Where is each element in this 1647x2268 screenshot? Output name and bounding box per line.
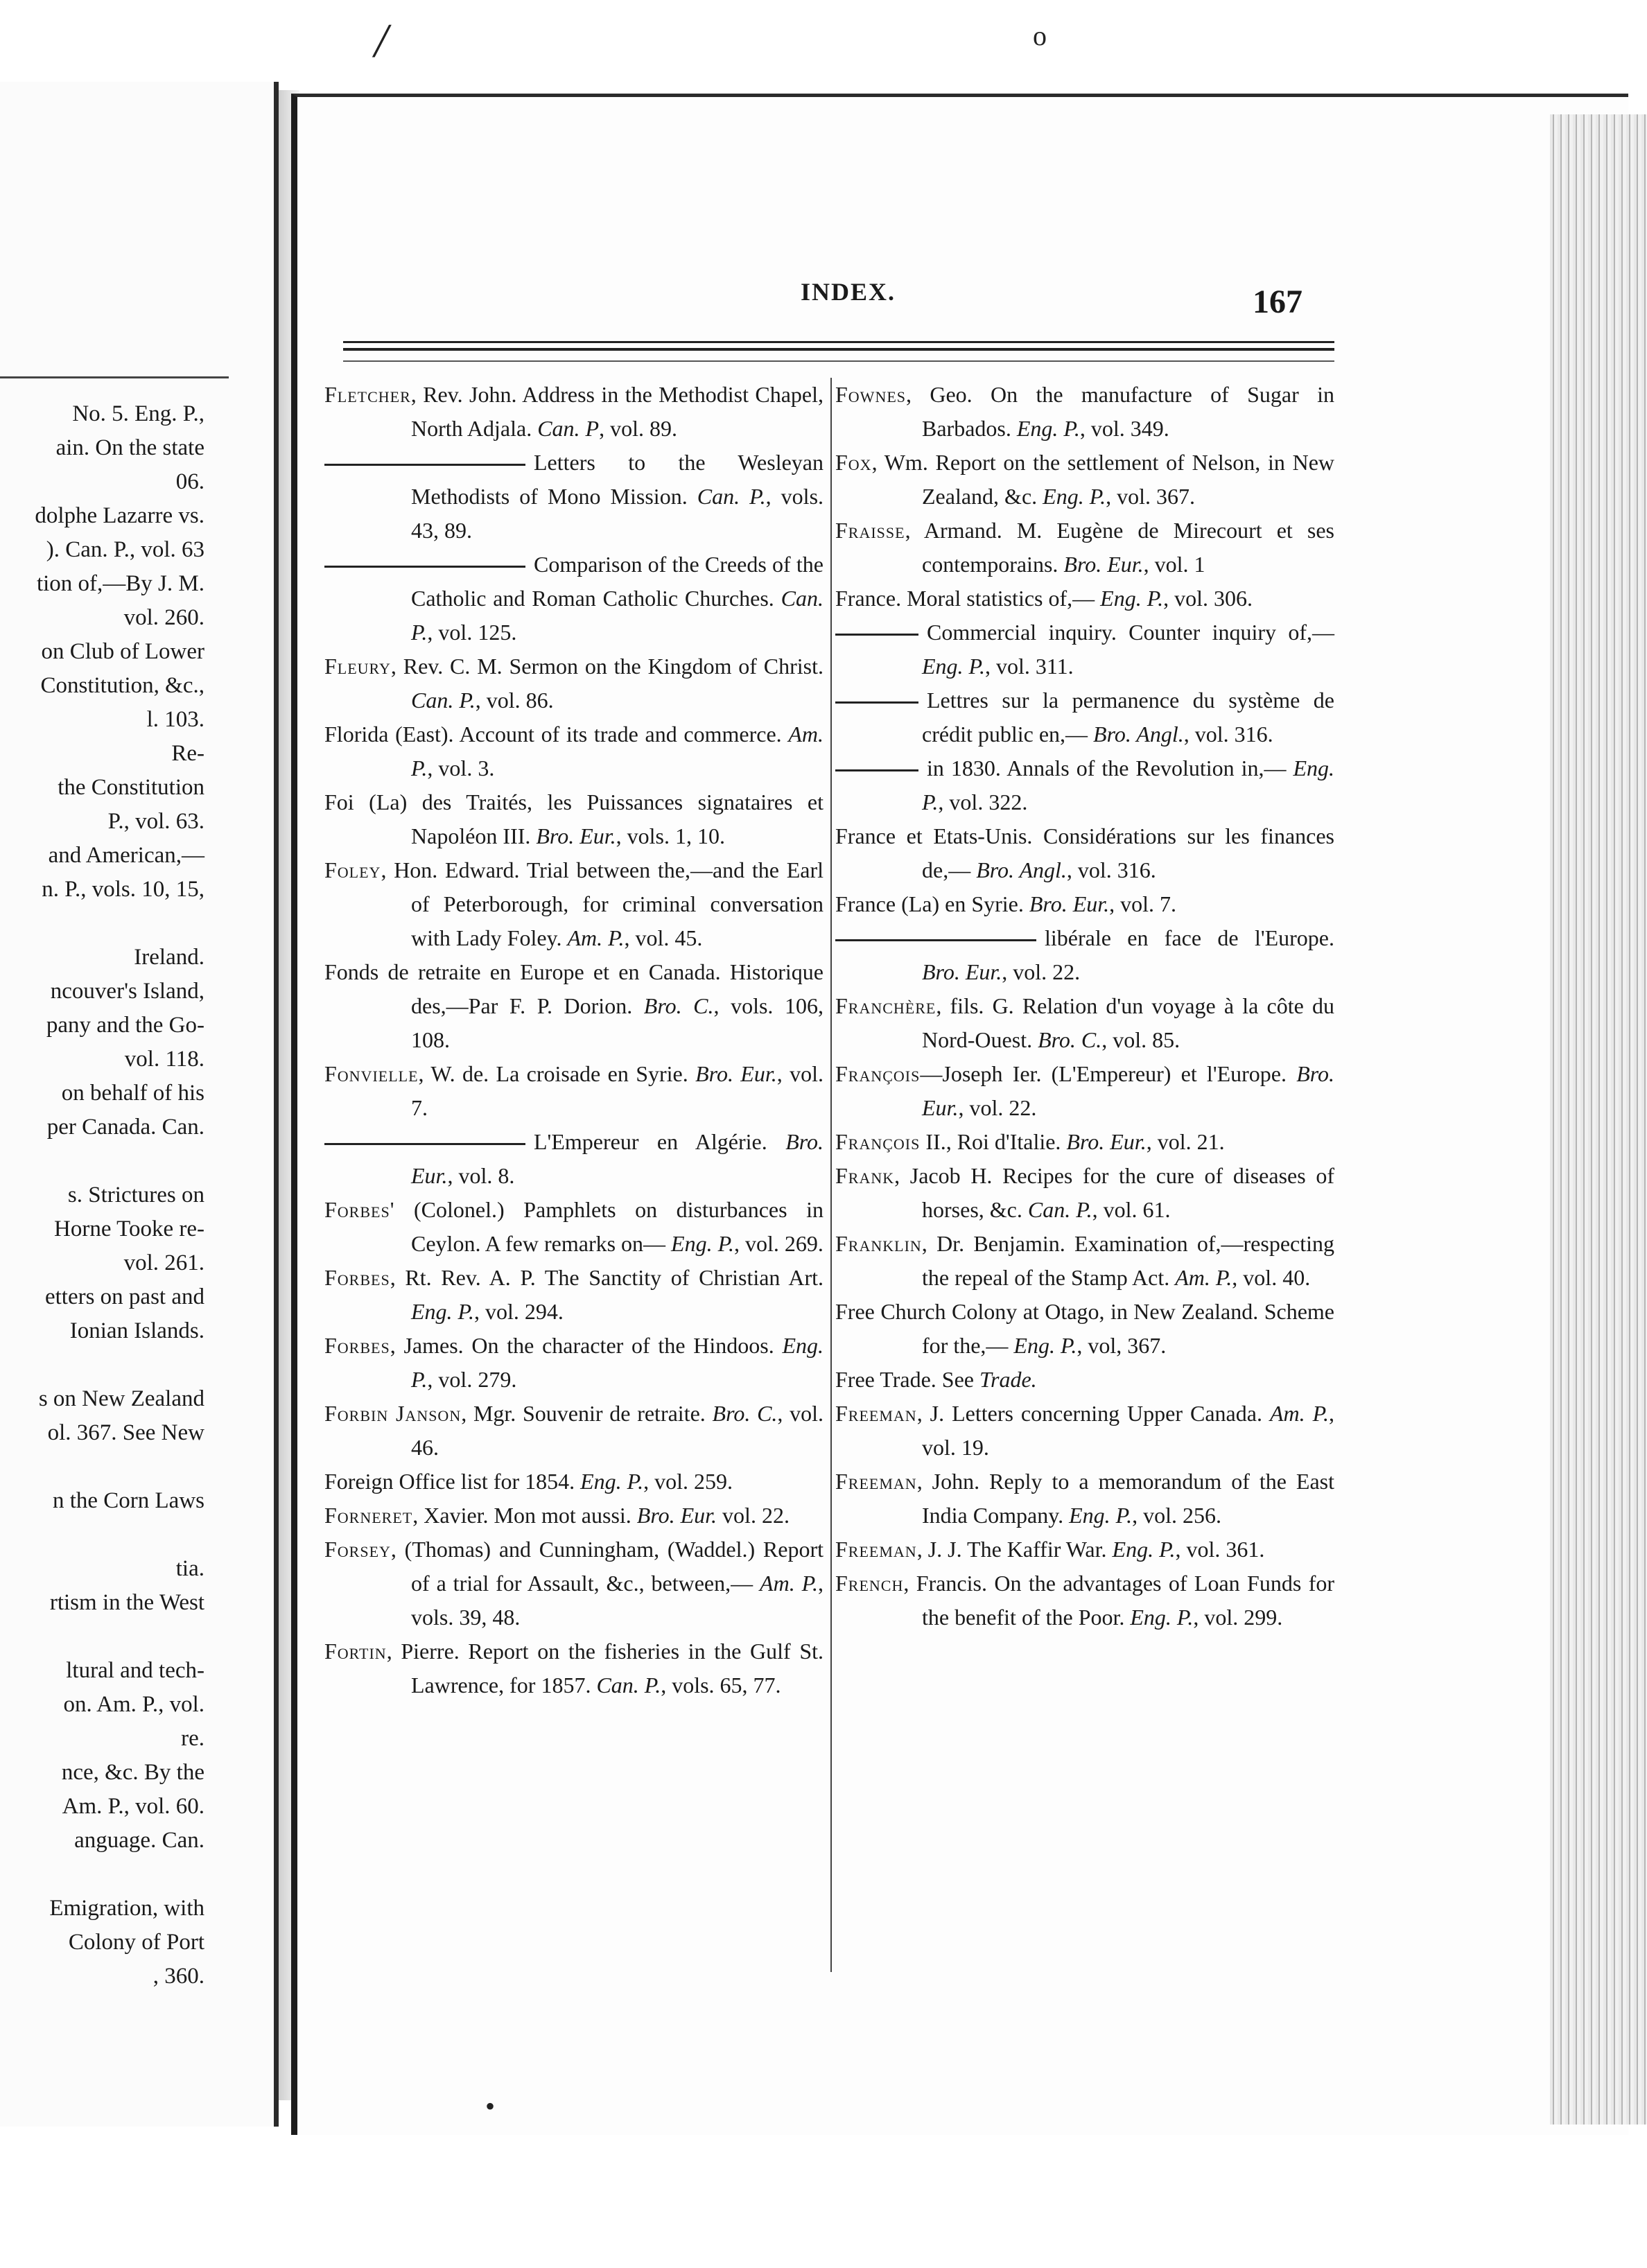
entry-title: Florida (East). Account of its trade and commerce. <box>324 722 782 747</box>
entry-title: , W. de. La croisade en Syrie. <box>418 1061 688 1086</box>
ditto-rule <box>835 634 918 636</box>
entry-heading: Forbes <box>324 1333 390 1358</box>
volume-ref: vol. 22. <box>717 1503 790 1528</box>
volume-ref: , vol. 256. <box>1132 1503 1221 1528</box>
facing-page-line: s. Strictures on <box>67 1183 204 1207</box>
volume-ref: , vol. 22. <box>1002 959 1081 984</box>
ditto-rule <box>835 701 918 704</box>
volume-ref: , vol. 7. <box>1109 891 1177 916</box>
index-entry <box>324 1397 824 1465</box>
collection-ref: Eng. P. <box>411 1333 824 1392</box>
facing-page-line: n the Corn Laws <box>52 1488 204 1513</box>
facing-page-line <box>0 1858 277 1892</box>
facing-page-line <box>0 1450 277 1484</box>
entry-heading: Forbes' <box>324 1197 395 1222</box>
index-entry <box>324 1499 824 1533</box>
volume-ref: , vol. 1 <box>1143 552 1205 577</box>
index-column-right <box>835 378 1334 1634</box>
column-divider <box>830 378 832 1972</box>
facing-page-line <box>0 1144 277 1178</box>
entry-heading: Freeman <box>835 1537 917 1562</box>
index-entry <box>835 1125 1334 1159</box>
volume-ref: , vol. 322. <box>938 790 1028 814</box>
entry-title: , Dr. Benjamin. Examination of,—respecting the repeal of the Stamp Act. <box>921 1231 1334 1290</box>
entry-title: , J. Letters concerning Upper Canada. <box>916 1401 1262 1426</box>
volume-ref: , vol. 85. <box>1101 1027 1180 1052</box>
entry-title: Free Church Colony at Otago, in New Zealand. Scheme for the,— <box>835 1299 1334 1358</box>
collection-ref: Bro. Eur. <box>922 1061 1334 1120</box>
entry-title: , Hon. Edward. Trial between the,—and the Earl of Peterborough, for criminal conversation with Lady Foley. <box>381 857 824 950</box>
collection-ref: Trade. <box>979 1367 1037 1392</box>
volume-ref: , vol. 3. <box>427 756 495 780</box>
collection-ref: Bro. Eur. <box>411 1129 824 1188</box>
collection-ref: Bro. Eur. <box>536 823 616 848</box>
index-entry <box>324 1261 824 1329</box>
volume-ref: , vol. 294. <box>473 1299 564 1324</box>
entry-title: Foreign Office list for 1854. <box>324 1469 575 1494</box>
index-entry <box>835 887 1334 921</box>
entry-title: Foi (La) des Traités, les Puissances signataires et Napoléon III. <box>324 790 824 848</box>
index-entry <box>835 1465 1334 1533</box>
entry-title: , Rev. C. M. Sermon on the Kingdom of Christ. <box>390 654 824 679</box>
entry-title: (Colonel.) Pamphlets on disturbances in Ceylon. A few remarks on— <box>394 1197 824 1256</box>
volume-ref: , vols. 43, 89. <box>411 484 824 543</box>
facing-page-line: , 360. <box>152 1964 204 1989</box>
entry-title: France et Etats-Unis. Considérations sur les finances de,— <box>835 823 1334 882</box>
collection-ref: Am. P. <box>1175 1265 1232 1290</box>
entry-heading: Forneret <box>324 1503 413 1528</box>
entry-title: , Geo. On the manufacture of Sugar in Barbados. <box>906 382 1334 441</box>
index-entry <box>835 751 1334 819</box>
collection-ref: Can. P <box>537 416 600 441</box>
index-entry <box>835 1057 1334 1125</box>
facing-page-line: ncouver's Island, <box>50 979 204 1004</box>
collection-ref: Am. P. <box>1269 1401 1330 1426</box>
facing-page <box>0 82 279 2127</box>
entry-heading: Fownes <box>835 382 907 407</box>
volume-ref: , vols. 106, 108. <box>411 993 824 1052</box>
facing-page-line <box>0 1620 277 1654</box>
index-entry <box>324 955 824 1057</box>
collection-ref: Bro. Eur. <box>922 959 1002 984</box>
running-head: INDEX. <box>801 278 896 306</box>
index-entry <box>835 1363 1334 1397</box>
ink-dot: • <box>485 2091 496 2122</box>
collection-ref: Eng. P. <box>580 1469 644 1494</box>
collection-ref: Bro. C. <box>712 1401 778 1426</box>
entry-heading: Fonvielle <box>324 1061 419 1086</box>
index-entry <box>835 514 1334 582</box>
facing-page-line: Colony of Port <box>68 1930 204 1955</box>
volume-ref: , vol. 22. <box>958 1095 1037 1120</box>
entry-title: , Pierre. Report on the fisheries in the Gulf St. Lawrence, for 1857. <box>386 1639 824 1698</box>
header-rule <box>343 348 1334 351</box>
index-entry <box>835 683 1334 751</box>
entry-title: II., Roi d'Italie. <box>920 1129 1061 1154</box>
collection-ref: Can. P. <box>1027 1197 1092 1222</box>
index-entry <box>835 819 1334 887</box>
entry-heading: Franchère <box>835 993 936 1018</box>
entry-title: , Jacob H. Recipes for the cure of diseases of horses, &c. <box>894 1163 1334 1222</box>
collection-ref: Bro. C. <box>1038 1027 1102 1052</box>
facing-page-line: vol. 261. <box>123 1250 204 1275</box>
entry-title: France (La) en Syrie. <box>835 891 1024 916</box>
facing-page-line: ain. On the state <box>55 435 204 460</box>
volume-ref: , vol. 61. <box>1092 1197 1171 1222</box>
index-entry <box>835 378 1334 446</box>
facing-page-line: etters on past and <box>44 1284 204 1309</box>
volume-ref: , vol. 311. <box>984 654 1074 679</box>
index-entry <box>835 1295 1334 1363</box>
facing-page-line: per Canada. Can. <box>46 1115 204 1140</box>
index-entry <box>324 1193 824 1261</box>
collection-ref: Eng. P. <box>671 1231 735 1256</box>
index-entry <box>835 582 1334 616</box>
index-entry <box>324 1329 824 1397</box>
facing-page-line: vol. 118. <box>124 1047 204 1072</box>
entry-title: , Rt. Rev. A. P. The Sanctity of Christian Art. <box>390 1265 824 1290</box>
ditto-rule <box>835 769 918 771</box>
index-entry <box>324 548 824 649</box>
collection-ref: Eng. P. <box>411 1299 474 1324</box>
index-entry <box>835 1567 1334 1634</box>
volume-ref: , vol. 19. <box>922 1401 1335 1460</box>
facing-page-line <box>0 1348 277 1382</box>
volume-ref: , vol. 21. <box>1146 1129 1225 1154</box>
facing-page-line: s on New Zealand <box>38 1386 204 1411</box>
facing-page-line: Ionian Islands. <box>69 1318 204 1343</box>
collection-ref: Eng. P. <box>922 654 985 679</box>
index-entry <box>324 853 824 955</box>
facing-page-line: Horne Tooke re- <box>54 1216 204 1241</box>
volume-ref: , vol. 7. <box>411 1061 824 1120</box>
collection-ref: Bro. C. <box>643 993 714 1018</box>
entry-heading: Fox <box>835 450 872 475</box>
facing-page-line: dolphe Lazarre vs. <box>35 503 204 528</box>
collection-ref: Can. P. <box>596 1673 661 1698</box>
volume-ref: , vols. 65, 77. <box>661 1673 781 1698</box>
index-entry <box>835 1533 1334 1567</box>
facing-page-line: Am. P., vol. 60. <box>62 1794 204 1819</box>
collection-ref: Am. P. <box>760 1571 819 1596</box>
index-entry <box>324 1125 824 1193</box>
volume-ref: , vol. 8. <box>447 1163 515 1188</box>
entry-title: in 1830. Annals of the Revolution in,— <box>927 756 1287 780</box>
facing-page-line: the Constitution <box>58 775 204 800</box>
entry-title: —Joseph Ier. (L'Empereur) et l'Europe. <box>920 1061 1287 1086</box>
facing-page-line: P., vol. 63. <box>107 809 204 834</box>
volume-ref: , vol. 367. <box>1106 484 1195 509</box>
facing-page-line: and American,— <box>48 843 204 868</box>
entry-title: , fils. G. Relation d'un voyage à la côte du Nord-Ouest. <box>922 993 1334 1052</box>
index-entry <box>835 1159 1334 1227</box>
collection-ref: Bro. Eur. <box>1029 891 1110 916</box>
facing-page-line: nce, &c. By the <box>61 1760 204 1785</box>
facing-page-line: rtism in the West <box>49 1590 204 1615</box>
facing-page-line: Re- <box>171 741 204 766</box>
volume-ref: , vol. 361. <box>1175 1537 1265 1562</box>
facing-page-line <box>0 1518 277 1552</box>
index-entry <box>324 649 824 717</box>
header-rule <box>343 360 1334 362</box>
facing-page-line: on Club of Lower <box>41 639 204 664</box>
index-entry <box>835 446 1334 514</box>
facing-page-line: on behalf of his <box>61 1081 204 1106</box>
index-entry <box>835 989 1334 1057</box>
index-entry <box>324 785 824 853</box>
header-rule <box>343 341 1334 343</box>
collection-ref: Can. P. <box>697 484 766 509</box>
entry-title: , James. On the character of the Hindoos. <box>390 1333 774 1358</box>
entry-title: Commercial inquiry. Counter inquiry of,— <box>927 620 1334 645</box>
index-entry <box>324 1465 824 1499</box>
facing-page-line: pany and the Go- <box>46 1013 204 1038</box>
volume-ref: , vols. 39, 48. <box>411 1571 824 1630</box>
facing-page-line: 06. <box>175 469 204 494</box>
collection-ref: Eng. P. <box>1069 1503 1133 1528</box>
index-column-left <box>324 378 824 1702</box>
collection-ref: Eng. P. <box>1112 1537 1176 1562</box>
index-entry <box>835 616 1334 683</box>
facing-page-line: re. <box>181 1726 204 1751</box>
entry-heading: Forsey <box>324 1537 391 1562</box>
entry-heading: Freeman <box>835 1401 917 1426</box>
entry-title: , Mgr. Souvenir de retraite. <box>461 1401 706 1426</box>
volume-ref: , vol. 40. <box>1232 1265 1311 1290</box>
index-entry <box>835 1227 1334 1295</box>
collection-ref: Eng. P. <box>1130 1605 1194 1630</box>
volume-ref: , vol, 367. <box>1077 1333 1167 1358</box>
collection-ref: Bro. Angl. <box>976 857 1067 882</box>
index-entry <box>324 1634 824 1702</box>
volume-ref: , vol. 269. <box>734 1231 824 1256</box>
collection-ref: Bro. Eur. <box>1066 1129 1147 1154</box>
page-number: 167 <box>1253 284 1302 320</box>
entry-heading: Foley <box>324 857 381 882</box>
volume-ref: , vol. 349. <box>1079 416 1169 441</box>
facing-page-line: Emigration, with <box>49 1896 204 1921</box>
index-entry <box>835 921 1334 989</box>
collection-ref: Bro. Eur. <box>695 1061 777 1086</box>
index-entry <box>835 1397 1334 1465</box>
pencil-mark: / <box>374 15 388 68</box>
facing-page-line: tia. <box>175 1556 204 1581</box>
entry-heading: Frank <box>835 1163 895 1188</box>
entry-heading: François <box>835 1129 921 1154</box>
facing-page-line: ol. 367. See New <box>47 1420 204 1445</box>
facing-page-line: ltural and tech- <box>66 1658 204 1683</box>
volume-ref: , vol. 86. <box>475 688 554 713</box>
volume-ref: , vol. 316. <box>1066 857 1156 882</box>
entry-heading: Fleury <box>324 654 391 679</box>
volume-ref: , vol. 306. <box>1163 586 1253 611</box>
collection-ref: Eng. P. <box>1100 586 1164 611</box>
ditto-rule <box>324 464 525 466</box>
entry-heading: Forbin Janson <box>324 1401 462 1426</box>
entry-title: Comparison of the Creeds of the Catholic and Roman Catholic Churches. <box>411 552 824 611</box>
facing-page-line <box>0 907 277 941</box>
entry-heading: Fortin <box>324 1639 387 1664</box>
entry-title: , Xavier. Mon mot aussi. <box>412 1503 631 1528</box>
collection-ref: Can. P. <box>411 688 476 713</box>
ditto-rule <box>324 1143 525 1145</box>
collection-ref: Eng. P. <box>1016 416 1080 441</box>
volume-ref: , vol. 279. <box>427 1367 517 1392</box>
entry-title: Lettres sur la permanence du système de crédit public en,— <box>922 688 1334 747</box>
volume-ref: , vol. 316. <box>1183 722 1273 747</box>
volume-ref: , vols. 1, 10. <box>616 823 725 848</box>
entry-title: Fonds de retraite en Europe et en Canada. Historique des,—Par F. P. Dorion. <box>324 959 824 1018</box>
collection-ref: Eng. P. <box>1043 484 1106 509</box>
entry-heading: Fletcher <box>324 382 411 407</box>
entry-heading: François <box>835 1061 921 1086</box>
index-entry <box>324 378 824 446</box>
collection-ref: Bro. Eur. <box>636 1503 717 1528</box>
facing-page-line: No. 5. Eng. P., <box>72 401 204 426</box>
entry-title: , John. Reply to a memorandum of the East India Company. <box>916 1469 1334 1528</box>
volume-ref: , vol. 45. <box>624 925 703 950</box>
volume-ref: , vol. 89. <box>599 416 677 441</box>
facing-page-rule <box>0 376 229 378</box>
entry-title: Free Trade. See <box>835 1367 974 1392</box>
collection-ref: Can. P. <box>411 586 824 645</box>
entry-title: , Armand. M. Eugène de Mirecourt et ses contemporains. <box>905 518 1334 577</box>
facing-page-text <box>0 397 277 1994</box>
entry-heading: French <box>835 1571 904 1596</box>
collection-ref: Eng. P. <box>922 756 1335 814</box>
entry-title: , Wm. Report on the settlement of Nelson, in New Zealand, &c. <box>871 450 1334 509</box>
entry-title: L'Empereur en Algérie. <box>534 1129 767 1154</box>
volume-ref: , vol. 299. <box>1193 1605 1283 1630</box>
entry-title: , J. J. The Kaffir War. <box>916 1537 1107 1562</box>
facing-page-line: n. P., vols. 10, 15, <box>42 877 204 902</box>
index-entry <box>324 1533 824 1634</box>
volume-ref: , vol. 125. <box>427 620 517 645</box>
collection-ref: Eng. P. <box>1013 1333 1077 1358</box>
facing-page-line: ). Can. P., vol. 63 <box>46 537 204 562</box>
facing-page-line: Constitution, &c., <box>40 673 204 698</box>
ditto-rule <box>835 939 1036 941</box>
entry-title: , (Thomas) and Cunningham, (Waddel.) Report of a trial for Assault, &c., between,— <box>390 1537 824 1596</box>
ink-mark: o <box>1033 20 1047 51</box>
entry-title: , Rev. John. Address in the Methodist Chapel, North Adjala. <box>410 382 824 441</box>
volume-ref: , vol. 46. <box>411 1401 824 1460</box>
collection-ref: Am. P. <box>411 722 824 780</box>
page-edges <box>1550 114 1647 2125</box>
volume-ref: , vol. 259. <box>643 1469 733 1494</box>
entry-title: France. Moral statistics of,— <box>835 586 1095 611</box>
facing-page-line: l. 103. <box>146 707 204 732</box>
facing-page-line: vol. 260. <box>123 605 204 630</box>
index-entry <box>324 1057 824 1125</box>
index-entry <box>324 446 824 548</box>
entry-heading: Fraisse <box>835 518 905 543</box>
collection-ref: Bro. Angl. <box>1093 722 1184 747</box>
facing-page-line: tion of,—By J. M. <box>36 571 204 596</box>
entry-heading: Freeman <box>835 1469 917 1494</box>
facing-page-line: Ireland. <box>134 945 204 970</box>
entry-title: Letters to the Wesleyan Methodists of Mono Mission. <box>411 450 824 509</box>
collection-ref: Bro. Eur. <box>1063 552 1144 577</box>
ditto-rule <box>324 566 525 568</box>
entry-title: , Francis. On the advantages of Loan Funds for the benefit of the Poor. <box>903 1571 1334 1630</box>
entry-title: libérale en face de l'Europe. <box>1045 925 1334 950</box>
collection-ref: Am. P. <box>567 925 625 950</box>
index-entry <box>324 717 824 785</box>
entry-heading: Franklin <box>835 1231 922 1256</box>
facing-page-line: on. Am. P., vol. <box>63 1692 204 1717</box>
facing-page-line: anguage. Can. <box>74 1828 204 1853</box>
entry-heading: Forbes <box>324 1265 390 1290</box>
